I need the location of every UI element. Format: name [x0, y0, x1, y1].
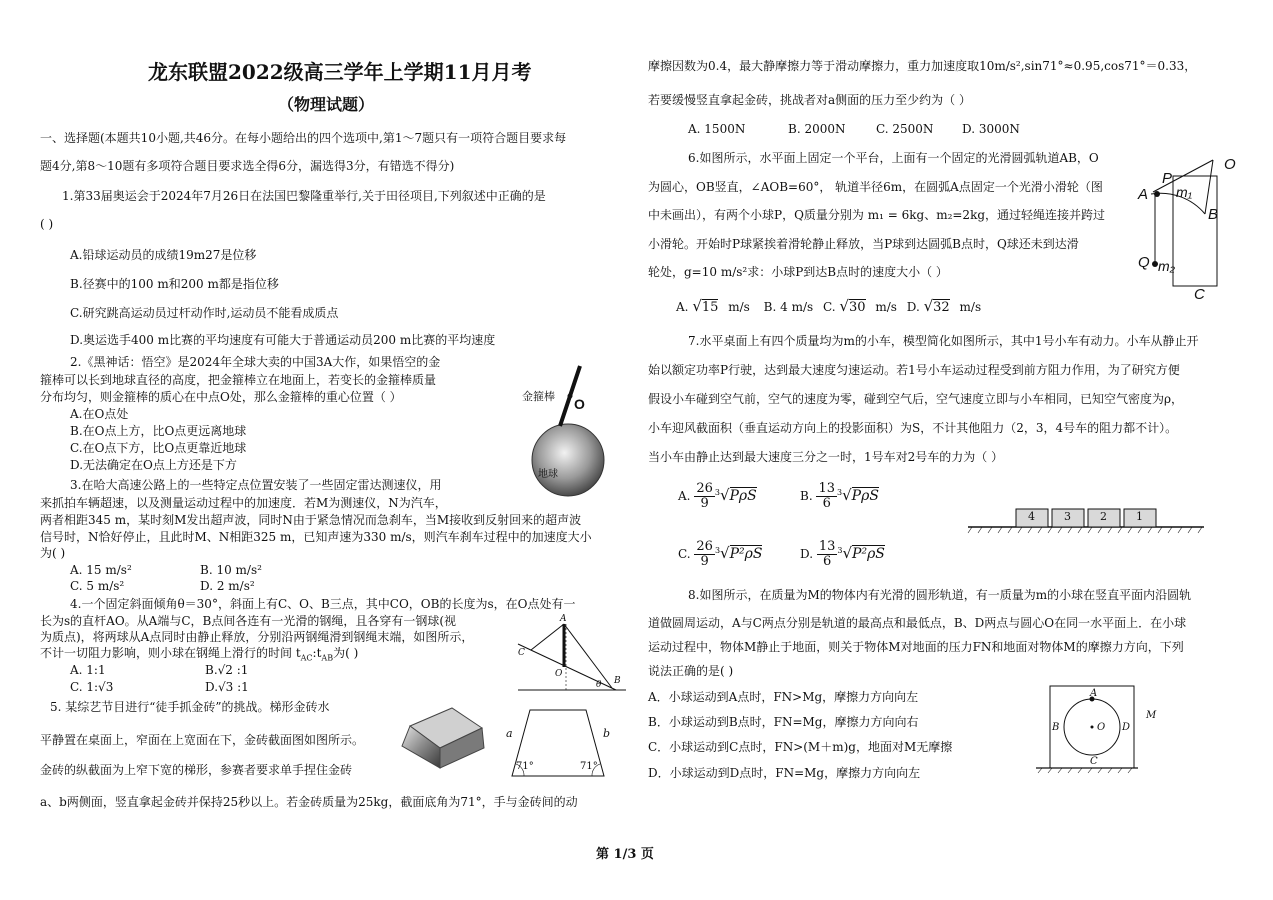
q6-option-a-unit: m/s: [728, 300, 750, 314]
q8-fig-m: M: [1146, 710, 1157, 721]
q7-option-b-fraction: [816, 482, 837, 511]
q7-root-index: 3: [714, 546, 721, 555]
q7-option-c: [678, 540, 762, 569]
section-heading-line2: 题4分,第8～10题有多项符合题目要求选全得6分，漏选得3分，有错选不得分): [40, 159, 455, 173]
q7-option-d-prefix: D.: [800, 547, 814, 561]
q7-option-a-fraction: [694, 482, 715, 511]
q6-options-row: [676, 299, 981, 315]
q8-option-b: B．小球运动到B点时，FN=Mg，摩擦力方向向右: [648, 715, 919, 729]
q7-a-den: 9: [700, 496, 709, 511]
q6-option-d-prefix: D.: [906, 300, 920, 314]
q1-option-b: B.径赛中的100 m和200 m都是指位移: [70, 277, 279, 291]
q4-option-b: B.√2 :1: [205, 663, 249, 677]
q1-stem-line2: ( ): [40, 217, 54, 231]
car-3-label: 3: [1064, 510, 1071, 523]
q4-option-d: D.√3 :1: [205, 680, 249, 694]
q4-fig-c: C: [518, 648, 525, 658]
q6-option-c-radicand: 30: [848, 300, 866, 315]
q5-fig-a: a: [506, 727, 513, 740]
q5-stem-line6: 若要缓慢竖直拿起金砖，挑战者对a侧面的压力至少约为（ ）: [648, 93, 971, 107]
car-2-label: 2: [1100, 510, 1107, 523]
q1-option-c: C.研究跳高运动员过杆动作时,运动员不能看成质点: [70, 306, 339, 320]
q3-option-a: A. 15 m/s²: [70, 563, 132, 577]
q7-a-num: 26: [696, 481, 713, 496]
q6-fig-p: P: [1162, 170, 1173, 187]
q6-option-d-radicand: 32: [933, 300, 950, 315]
q5-stem-line4: a、b两侧面，竖直拿起金砖并保持25秒以上。若金砖质量为25kg，截面底角为71°，手与金砖间的动: [40, 795, 578, 809]
q5-stem-line3: 金砖的纵截面为上窄下宽的梯形，参赛者要求单手捏住金砖: [40, 763, 353, 777]
q4-stem-line2: 长为s的直杆AO。从A端与C，B点间各连有一光滑的钢绳，且各穿有一钢球(视: [40, 614, 457, 628]
q4-fig-a: A: [560, 614, 567, 624]
q7-d-num: 13: [818, 539, 836, 554]
q6-stem-line4: 小滑轮。开始时P球紧挨着滑轮静止释放，当P球到达圆弧B点时，Q球还未到达滑: [648, 237, 1079, 251]
q7-option-b: [800, 482, 879, 511]
q6-fig-m1: m₁: [1176, 184, 1193, 200]
q7-stem-line3: 假设小车碰到空气前，空气的速度为零，碰到空气后，空气速度立即与小车相同，已知空气密度为ρ，: [648, 392, 1184, 406]
q6-arc-track-figure: [1143, 152, 1233, 300]
q2-option-c: C.在O点下方，比O点更靠近地球: [70, 441, 247, 455]
q7-option-b-prefix: B.: [800, 489, 813, 503]
q5-option-d: D. 3000N: [962, 122, 1020, 136]
q8-option-c: C．小球运动到C点时，FN>(M＋m)g，地面对M无摩擦: [648, 740, 953, 754]
car-4-label: 4: [1028, 510, 1035, 523]
q7-root-index: 3: [837, 546, 843, 555]
q6-stem-line5: 轮处，g=10 m/s²求：小球P到达B点时的速度大小（ ）: [648, 265, 948, 279]
q4-stem-colon: :t: [312, 646, 322, 660]
q6-stem-line1: 6.如图所示，水平面上固定一个平台，上面有一个固定的光滑圆弧轨道AB，O: [688, 151, 1099, 165]
q5-fig-angle-right: 71°: [580, 761, 598, 772]
q7-c-num: 26: [696, 539, 713, 554]
cube-root-icon: √: [842, 486, 852, 504]
q5-stem-line2: 平静置在桌面上，窄面在上宽面在下，金砖截面图如图所示。: [40, 733, 365, 747]
q4-option-c: C. 1:√3: [70, 680, 114, 694]
q8-fig-a: A: [1090, 688, 1098, 699]
sqrt-sign-icon: √: [839, 297, 849, 315]
q1-option-a: A.铅球运动员的成绩19m27是位移: [70, 248, 257, 262]
q6-stem-line3: 中未画出），有两个小球P，Q质量分别为 m₁ = 6kg、m₂=2kg，通过轻绳连接并跨过: [648, 208, 1106, 222]
table-hatching: [968, 527, 1202, 533]
q7-stem-line4: 小车迎风截面积（垂直运动方向上的投影面积）为S，不计其他阻力（2，3，4号车的阻力都不计）。: [648, 421, 1178, 435]
q2-stem-line2: 箍棒可以长到地球直径的高度，把金箍棒立在地面上，若变长的金箍棒质量: [40, 373, 437, 387]
q7-d-den: 6: [822, 554, 832, 569]
q5-option-c: C. 2500N: [876, 122, 934, 136]
q7-b-num: 13: [818, 481, 836, 496]
q5-option-a: A. 1500N: [688, 122, 746, 136]
q4-incline-figure: [516, 618, 628, 696]
q7-d-radicand: P²ρS: [852, 546, 885, 562]
q5-gold-brick-image: [396, 700, 486, 772]
q7-option-d: [800, 540, 885, 569]
q2-earth-figure: [500, 360, 630, 495]
q7-stem-line5: 当小车由静止达到最大速度三分之一时，1号车对2号车的力为（ ）: [648, 450, 1004, 464]
q6-fig-a: A: [1138, 186, 1149, 203]
sqrt-sign-icon: √: [692, 297, 702, 315]
q4-fig-theta: θ: [596, 680, 602, 690]
q6-fig-o: O: [1224, 156, 1236, 173]
q6-fig-m2: m₂: [1158, 258, 1176, 274]
q1-stem-line1: 1.第33届奥运会于2024年7月26日在法国巴黎隆重举行,关于田径项目,下列叙述中正确的是: [62, 189, 546, 203]
q8-fig-o: O: [1097, 722, 1106, 733]
q6-option-b: B. 4 m/s: [763, 300, 814, 314]
q3-stem-line3: 两者相距345 m，某时刻M发出超声波，同时N由于紧急情况而急刹车，当M接收到反射回来的超声波: [40, 513, 582, 527]
q5-stem-line1: 5. 某综艺节目进行“徒手抓金砖”的挑战。梯形金砖水: [50, 700, 330, 714]
q8-stem-line2: 道做圆周运动，A与C两点分别是轨道的最高点和最低点，B、D两点与圆心O在同一水平面上．在小球: [648, 616, 1187, 630]
q5-option-b: B. 2000N: [788, 122, 846, 136]
q7-c-den: 9: [700, 554, 709, 569]
q8-fig-b: B: [1052, 722, 1060, 733]
q7-option-a: [678, 482, 757, 511]
q5-fig-b: b: [603, 727, 611, 740]
q3-stem-line1: 3.在哈大高速公路上的一些特定点位置安装了一些固定雷达测速仪，用: [70, 478, 442, 492]
q3-option-c: C. 5 m/s²: [70, 579, 125, 593]
q4-fig-o: O: [555, 669, 563, 679]
q8-stem-line3: 运动过程中，物体M静止于地面，则关于物体M对地面的压力FN和地面对物体M的摩擦力方向，下列: [648, 640, 1184, 654]
q3-stem-line5: 为( ): [40, 546, 66, 560]
q4-stem-line1: 4.一个固定斜面倾角θ＝30°，斜面上有C、O、B三点，其中CO，OB的长度为s，在O点处有一: [70, 597, 576, 611]
q4-fig-b: B: [614, 676, 621, 686]
q4-stem-line3: 为质点)，将两球从A点同时由静止释放，分别沿两钢绳滑到钢绳末端，如图所示，: [40, 630, 474, 644]
q8-fig-d: D: [1122, 722, 1131, 733]
q3-stem-line2: 来抓拍车辆超速，以及测量运动过程中的加速度．若M为测速仪，N为汽车，: [40, 496, 447, 510]
q6-stem-line2: 为圆心，OB竖直，∠AOB=60°， 轨道半径6m，在圆弧A点固定一个光滑小滑轮（图: [648, 180, 1103, 194]
q4-sub-ac: AC: [300, 653, 313, 663]
q7-root-index: 3: [714, 488, 720, 497]
q2-fig-label-rod: 金箍棒: [522, 390, 555, 403]
q8-stem-line4: 说法正确的是( ): [648, 664, 734, 678]
q8-fig-c: C: [1090, 756, 1098, 767]
q3-stem-line4: 信号时，N恰好停止，且此时M、N相距325 m，已知声速为330 m/s，则汽车刹车过程中的加速度大小: [40, 530, 592, 544]
q2-option-a: A.在O点处: [70, 407, 129, 421]
q6-fig-b: B: [1208, 206, 1219, 223]
q4-option-a: A. 1:1: [70, 663, 106, 677]
q2-option-b: B.在O点上方，比O点更远离地球: [70, 424, 247, 438]
q8-option-a: A．小球运动到A点时，FN>Mg，摩擦力方向向左: [648, 690, 919, 704]
q7-b-radicand: PρS: [851, 488, 879, 504]
q6-option-c-prefix: C.: [822, 300, 836, 314]
q7-option-c-fraction: [694, 540, 715, 569]
q3-option-b: B. 10 m/s²: [200, 563, 262, 577]
cube-root-icon: √: [842, 544, 853, 562]
q4-stem-text: 不计一切阻力影响，则小球在钢绳上滑行的时间 t: [40, 646, 301, 660]
rope-ab: [564, 624, 612, 688]
exam-subtitle: （物理试题）: [278, 95, 375, 114]
sqrt-sign-icon: √: [923, 297, 934, 315]
q8-option-d: D．小球运动到D点时，FN=Mg，摩擦力方向向左: [648, 766, 921, 780]
q4-stem-end: 为( ): [333, 646, 359, 660]
q2-fig-label-o: O: [574, 396, 585, 412]
q1-option-d: D.奥运选手400 m比赛的平均速度有可能大于普通运动员200 m比赛的平均速度: [70, 333, 496, 347]
q5-stem-line5: 摩擦因数为0.4，最大静摩擦力等于滑动摩擦力，重力加速度取10m/s²,sin71°≈0.95,cos71°＝0.33，: [648, 59, 1197, 73]
q2-option-d: D.无法确定在O点上方还是下方: [70, 458, 237, 472]
q5-fig-angle-left: 71°: [516, 761, 534, 772]
ball-p: [1154, 191, 1160, 197]
rope-ac: [531, 624, 564, 650]
q6-fig-q: Q: [1138, 254, 1150, 271]
section-heading-line1: 一、选择题(本题共10小题,共46分。在每小题给出的四个选项中,第1～7题只有一项符合题目要求每: [40, 131, 567, 145]
q6-option-c-unit: m/s: [875, 300, 897, 314]
cube-root-icon: √: [719, 486, 730, 504]
page-number: 第 1/3 页: [596, 847, 654, 862]
exam-title: 龙东联盟2022级高三学年上学期11月月考: [148, 60, 532, 84]
center-point: [1091, 726, 1094, 729]
q7-b-den: 6: [822, 496, 831, 511]
q2-stem-line1: 2.《黑神话：悟空》是2024年全球大卖的中国3A大作，如果悟空的金: [70, 355, 441, 369]
q7-option-c-prefix: C.: [678, 547, 691, 561]
q7-root-index: 3: [837, 488, 843, 497]
rod-midpoint: [568, 394, 573, 399]
q7-c-radicand: P²ρS: [729, 546, 763, 562]
earth-sphere: [532, 424, 604, 496]
q4-sub-ab: AB: [321, 653, 334, 663]
car-1-label: 1: [1136, 510, 1143, 523]
q7-option-d-fraction: [817, 540, 838, 569]
q7-stem-line2: 始以额定功率P行驶，达到最大速度匀速运动。若1号小车运动过程受到前方阻力作用，为了研究方便: [648, 363, 1180, 377]
q6-option-d-unit: m/s: [959, 300, 982, 314]
q6-option-a-prefix: A.: [676, 300, 689, 314]
q2-stem-line3: 分布均匀，则金箍棒的质心在中点O处，那么金箍棒的重心位置（ ）: [40, 390, 402, 404]
q7-a-radicand: PρS: [729, 488, 757, 504]
q6-fig-c: C: [1194, 286, 1205, 303]
q8-stem-line1: 8.如图所示，在质量为M的物体内有光滑的圆形轨道，有一质量为m的小球在竖直平面内沿圆轨: [688, 588, 1192, 602]
cube-root-icon: √: [720, 544, 730, 562]
q2-fig-label-earth: 地球: [538, 469, 558, 480]
q6-option-a-radicand: 15: [701, 300, 719, 315]
q7-cars-figure: [968, 505, 1208, 535]
q3-option-d: D. 2 m/s²: [200, 579, 255, 593]
q7-option-a-prefix: A.: [678, 489, 691, 503]
ground-hatching: [1038, 768, 1132, 773]
q7-stem-line1: 7.水平桌面上有四个质量均为m的小车，模型简化如图所示，其中1号小车有动力。小车从静止开: [688, 334, 1199, 348]
